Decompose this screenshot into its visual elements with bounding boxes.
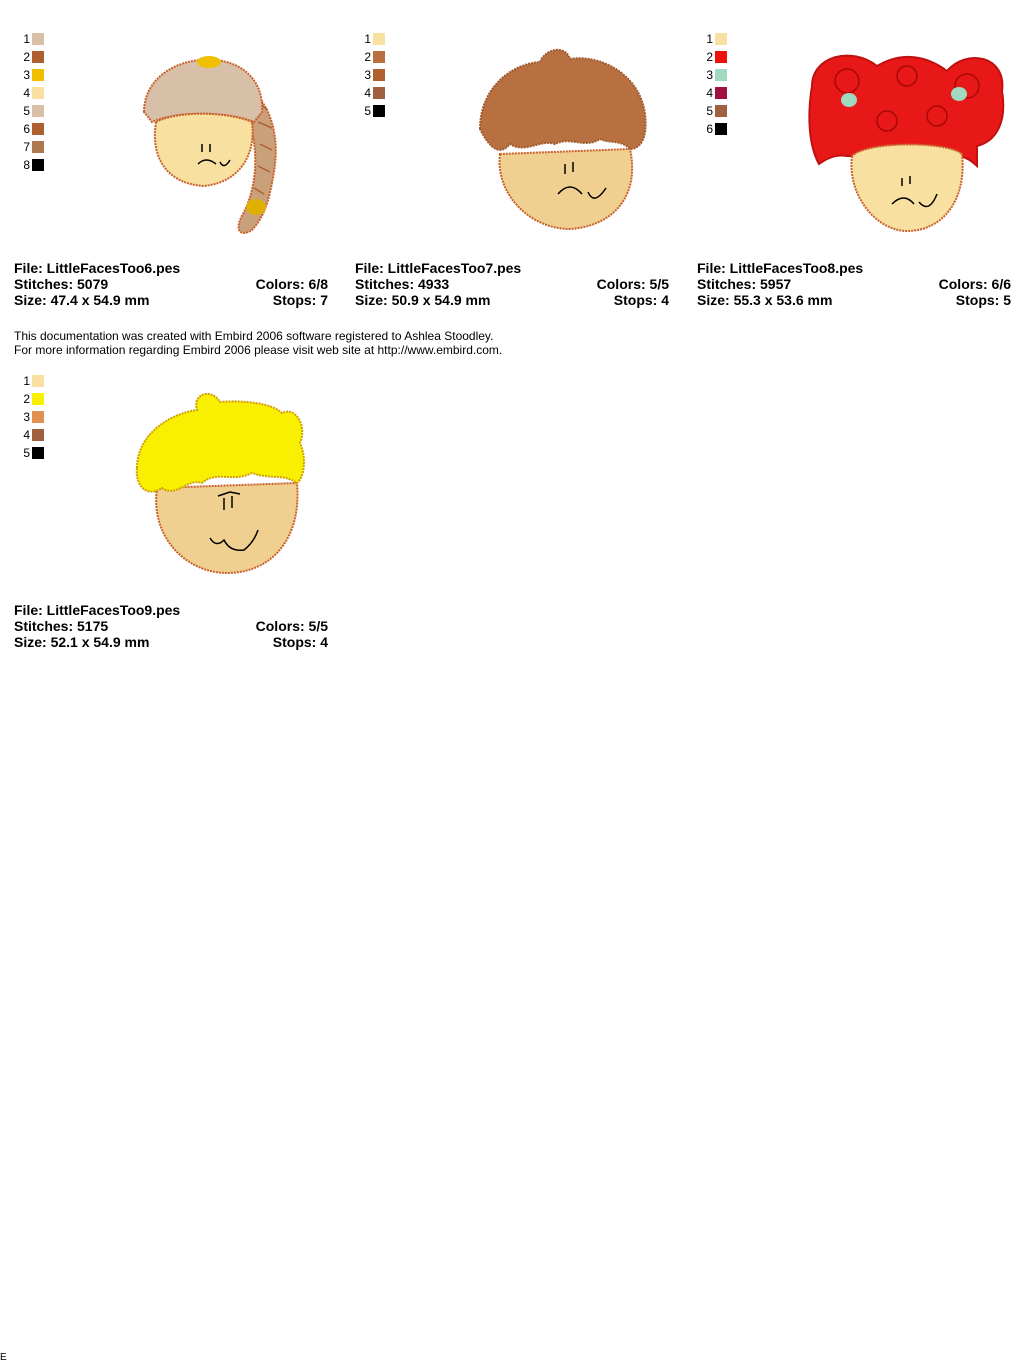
- color-swatch: [703, 84, 743, 102]
- swatch-number: 6: [23, 122, 30, 136]
- swatch-number: 5: [23, 104, 30, 118]
- color-swatch: [361, 66, 401, 84]
- color-swatch-list: [703, 30, 743, 138]
- stop-count: Stops: 5: [955, 292, 1011, 308]
- color-swatch: [20, 48, 60, 66]
- swatch-color-box: [715, 69, 727, 81]
- swatch-number: 3: [706, 68, 713, 82]
- color-swatch: [20, 120, 60, 138]
- swatch-number: 4: [23, 86, 30, 100]
- swatch-number: 1: [23, 32, 30, 46]
- swatch-color-box: [32, 447, 44, 459]
- color-swatch: [20, 156, 60, 174]
- color-swatch-list: [361, 30, 401, 120]
- design-size: Size: 52.1 x 54.9 mm: [14, 634, 150, 650]
- swatch-color-box: [32, 141, 44, 153]
- file-name: File: LittleFacesToo8.pes: [697, 260, 864, 276]
- file-name: File: LittleFacesToo7.pes: [355, 260, 522, 276]
- swatch-number: 2: [364, 50, 371, 64]
- swatch-number: 1: [706, 32, 713, 46]
- swatch-color-box: [32, 123, 44, 135]
- design-info: [14, 602, 328, 650]
- color-swatch: [703, 102, 743, 120]
- swatch-number: 3: [364, 68, 371, 82]
- swatch-color-box: [32, 375, 44, 387]
- swatch-number: 2: [23, 50, 30, 64]
- swatch-number: 5: [23, 446, 30, 460]
- curly-red-hair-girl-face-embroidery: [807, 46, 1007, 236]
- stitch-count: Stitches: 4933: [355, 276, 450, 292]
- swatch-color-box: [32, 411, 44, 423]
- color-swatch: [703, 48, 743, 66]
- color-swatch: [20, 84, 60, 102]
- swatch-color-box: [715, 105, 727, 117]
- swatch-color-box: [373, 51, 385, 63]
- file-name: File: LittleFacesToo9.pes: [14, 602, 181, 618]
- swatch-color-box: [715, 51, 727, 63]
- note-line-2: For more information regarding Embird 2006 please visit web site at http://www.embird.com.: [14, 343, 503, 357]
- stitch-count: Stitches: 5175: [14, 618, 109, 634]
- swatch-color-box: [373, 105, 385, 117]
- design-size: Size: 47.4 x 54.9 mm: [14, 292, 150, 308]
- braid-girl-face-embroidery: [134, 52, 304, 237]
- color-count: Colors: 5/5: [255, 618, 328, 634]
- swatch-number: 2: [23, 392, 30, 406]
- swatch-number: 1: [364, 32, 371, 46]
- swatch-color-box: [32, 87, 44, 99]
- swatch-number: 3: [23, 410, 30, 424]
- swatch-color-box: [32, 429, 44, 441]
- blond-hair-boy-face-embroidery: [132, 388, 312, 578]
- stop-count: Stops: 7: [272, 292, 328, 308]
- swatch-color-box: [715, 33, 727, 45]
- color-swatch: [20, 390, 60, 408]
- swatch-color-box: [373, 69, 385, 81]
- swatch-color-box: [32, 105, 44, 117]
- swatch-color-box: [32, 393, 44, 405]
- swatch-color-box: [32, 51, 44, 63]
- color-swatch: [703, 30, 743, 48]
- color-swatch: [361, 102, 401, 120]
- brown-hair-boy-face-embroidery: [470, 44, 655, 234]
- note-line-1: This documentation was created with Embird 2006 software registered to Ashlea Stoodley.: [14, 329, 494, 343]
- color-swatch: [361, 30, 401, 48]
- color-swatch: [361, 48, 401, 66]
- swatch-number: 4: [23, 428, 30, 442]
- swatch-number: 6: [706, 122, 713, 136]
- color-swatch-list: [20, 30, 60, 174]
- design-card-3: [697, 22, 1024, 322]
- design-info: [355, 260, 669, 308]
- stitch-count: Stitches: 5957: [697, 276, 792, 292]
- color-swatch: [20, 66, 60, 84]
- swatch-color-box: [32, 69, 44, 81]
- design-info: [14, 260, 328, 308]
- swatch-number: 2: [706, 50, 713, 64]
- color-swatch: [20, 102, 60, 120]
- swatch-number: 3: [23, 68, 30, 82]
- software-note: [14, 329, 502, 357]
- design-card-1: [14, 22, 344, 322]
- color-swatch: [20, 138, 60, 156]
- swatch-color-box: [32, 33, 44, 45]
- color-count: Colors: 6/6: [938, 276, 1011, 292]
- color-count: Colors: 6/8: [255, 276, 328, 292]
- color-swatch-list: [20, 372, 60, 462]
- color-swatch: [20, 426, 60, 444]
- color-count: Colors: 5/5: [596, 276, 669, 292]
- stop-count: Stops: 4: [272, 634, 328, 650]
- swatch-number: 8: [23, 158, 30, 172]
- swatch-number: 5: [364, 104, 371, 118]
- swatch-number: 7: [23, 140, 30, 154]
- swatch-number: 4: [706, 86, 713, 100]
- design-size: Size: 50.9 x 54.9 mm: [355, 292, 491, 308]
- swatch-number: 1: [23, 374, 30, 388]
- design-card-4: [14, 364, 344, 664]
- stitch-count: Stitches: 5079: [14, 276, 109, 292]
- color-swatch: [20, 408, 60, 426]
- swatch-color-box: [373, 33, 385, 45]
- swatch-color-box: [32, 159, 44, 171]
- file-name: File: LittleFacesToo6.pes: [14, 260, 181, 276]
- corner-mark: E: [0, 1352, 7, 1363]
- color-swatch: [20, 444, 60, 462]
- swatch-color-box: [715, 123, 727, 135]
- design-info: [697, 260, 1011, 308]
- color-swatch: [361, 84, 401, 102]
- design-card-2: [355, 22, 685, 322]
- stop-count: Stops: 4: [613, 292, 669, 308]
- swatch-number: 4: [364, 86, 371, 100]
- color-swatch: [20, 372, 60, 390]
- swatch-color-box: [373, 87, 385, 99]
- swatch-number: 5: [706, 104, 713, 118]
- color-swatch: [703, 66, 743, 84]
- swatch-color-box: [715, 87, 727, 99]
- color-swatch: [703, 120, 743, 138]
- design-size: Size: 55.3 x 53.6 mm: [697, 292, 833, 308]
- color-swatch: [20, 30, 60, 48]
